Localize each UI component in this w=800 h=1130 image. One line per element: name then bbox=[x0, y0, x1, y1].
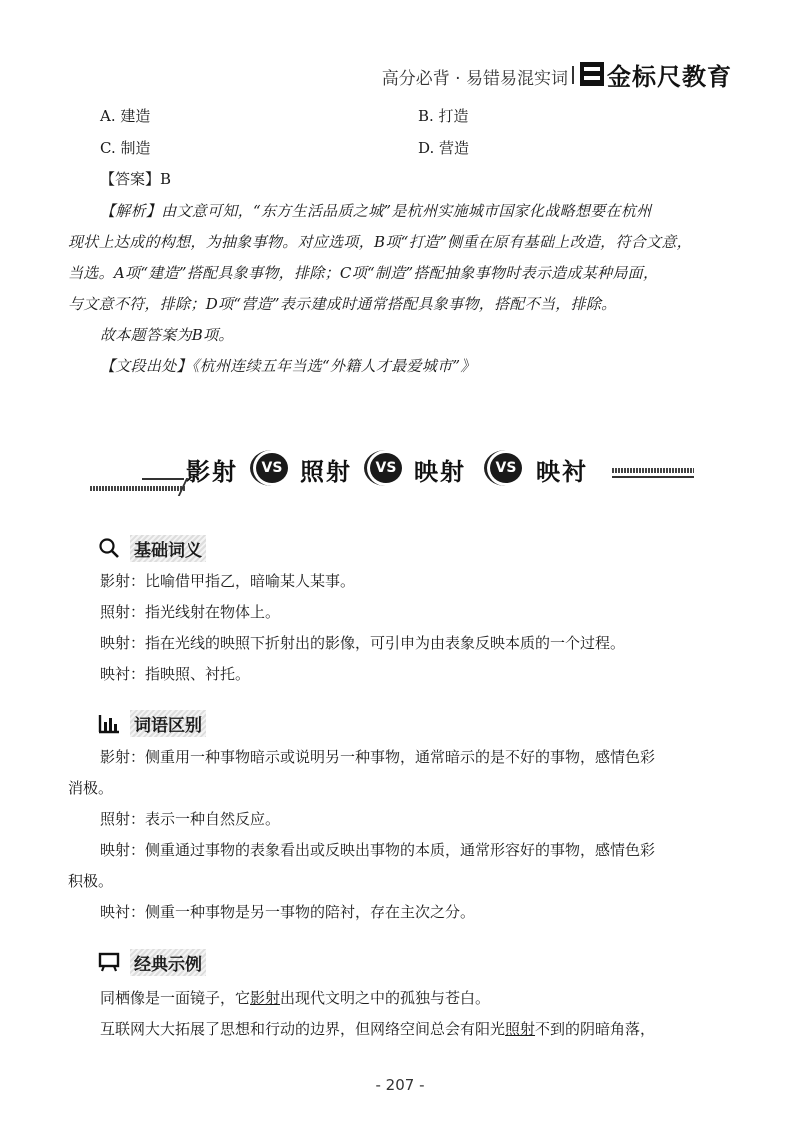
example-keyword: 照射 bbox=[505, 1020, 536, 1038]
banner-rule bbox=[142, 478, 184, 480]
section-title: 经典示例 bbox=[130, 949, 206, 976]
answer: 【答案】B bbox=[100, 170, 172, 188]
example-line bbox=[100, 1018, 655, 1040]
option-d: D. 营造 bbox=[418, 139, 470, 157]
option-a: A. 建造 bbox=[100, 107, 151, 125]
logo-icon bbox=[580, 62, 604, 86]
vs-badge: VS bbox=[370, 453, 402, 483]
vs-badge: VS bbox=[256, 453, 288, 483]
brand-logo bbox=[580, 60, 732, 91]
difference-line: 消极。 bbox=[68, 779, 114, 797]
example-text: 互联网大大拓展了思想和行动的边界，但网络空间总会有阳光 bbox=[100, 1020, 506, 1038]
banner-word: 映射 bbox=[414, 457, 466, 486]
brand-name: 金标尺教育 bbox=[607, 62, 732, 91]
definition-line: 映射：指在光线的映照下折射出的影像，可引申为由表象反映本质的一个过程。 bbox=[100, 634, 626, 652]
banner-rule bbox=[612, 476, 694, 478]
monitor-icon bbox=[98, 951, 120, 973]
option-b: B. 打造 bbox=[418, 107, 469, 125]
example-line bbox=[100, 987, 490, 1009]
example-keyword: 影射 bbox=[250, 989, 281, 1007]
option-c: C. 制造 bbox=[100, 139, 151, 157]
bar-chart-icon bbox=[98, 712, 120, 734]
source: 【文段出处】《杭州连续五年当选“外籍人才最爱城市”》 bbox=[100, 357, 476, 375]
definition-line: 映衬：指映照、衬托。 bbox=[100, 665, 251, 683]
section-diff-header bbox=[98, 711, 206, 735]
vs-badge: VS bbox=[490, 453, 522, 483]
example-text: 出现代文明之中的孤独与苍白。 bbox=[280, 989, 491, 1007]
section-title: 基础词义 bbox=[130, 535, 206, 562]
banner-word: 映衬 bbox=[536, 457, 588, 486]
section-title: 词语区别 bbox=[130, 710, 206, 737]
banner-rule bbox=[612, 468, 694, 473]
difference-line: 积极。 bbox=[68, 872, 114, 890]
page-number: - 207 - bbox=[375, 1076, 425, 1094]
analysis-line: 现状上达成的构想，为抽象事物。对应选项，B项“打造”侧重在原有基础上改造，符合文意， bbox=[68, 233, 692, 251]
definition-line: 照射：指光线射在物体上。 bbox=[100, 603, 281, 621]
example-text: 不到的阴暗角落， bbox=[535, 1020, 656, 1038]
banner-rule bbox=[90, 486, 185, 491]
definition-line: 影射：比喻借甲指乙，暗喻某人某事。 bbox=[100, 572, 356, 590]
difference-line: 映衬：侧重一种事物是另一事物的陪衬，存在主次之分。 bbox=[100, 903, 476, 921]
banner-word: 影射 bbox=[186, 457, 238, 486]
comparison-banner bbox=[90, 448, 702, 498]
section-basic-header bbox=[98, 536, 206, 560]
difference-line: 影射：侧重用一种事物暗示或说明另一种事物，通常暗示的是不好的事物，感情色彩 bbox=[100, 748, 656, 766]
conclusion: 故本题答案为B项。 bbox=[100, 326, 234, 344]
section-examples-header bbox=[98, 950, 206, 974]
difference-line: 照射：表示一种自然反应。 bbox=[100, 810, 281, 828]
analysis-line: 【解析】由文意可知，“东方生活品质之城”是杭州实施城市国家化战略想要在杭州 bbox=[100, 202, 652, 220]
example-text: 同栖像是一面镜子，它 bbox=[100, 989, 251, 1007]
analysis-line: 当选。A项“建造”搭配具象事物，排除；C项“制造”搭配抽象事物时表示造成某种局面， bbox=[68, 264, 659, 282]
magnifier-icon bbox=[98, 537, 120, 559]
header-breadcrumb: 高分必背 · 易错易混实词 bbox=[381, 69, 568, 89]
difference-line: 映射：侧重通过事物的表象看出或反映出事物的本质，通常形容好的事物，感情色彩 bbox=[100, 841, 656, 859]
header-divider bbox=[572, 66, 574, 84]
analysis-line: 与文意不符，排除；D项“营造”表示建成时通常搭配具象事物，搭配不当，排除。 bbox=[68, 295, 617, 313]
banner-word: 照射 bbox=[300, 457, 352, 486]
